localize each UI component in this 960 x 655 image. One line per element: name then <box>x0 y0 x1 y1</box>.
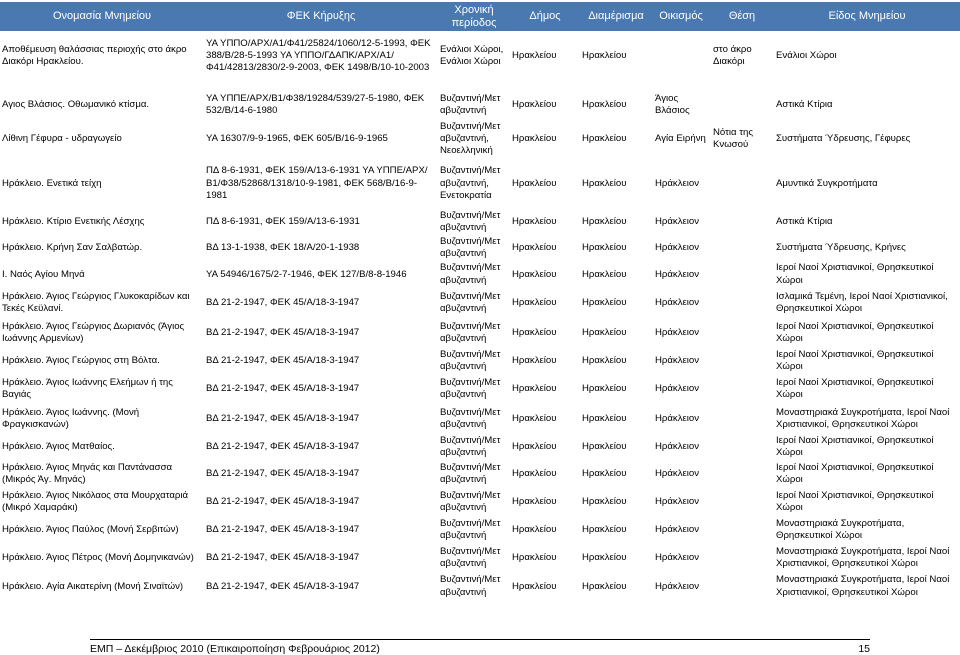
cell-municipality: Ηρακλείου <box>512 441 557 453</box>
cell-municipality: Ηρακλείου <box>512 495 557 507</box>
cell-district: Ηρακλείου <box>582 242 627 254</box>
cell-district: Ηρακλείου <box>582 552 627 564</box>
cell-period: Βυζαντινή/Μετ αβυζαντινή <box>440 262 501 286</box>
cell-district: Ηρακλείου <box>582 495 627 507</box>
cell-monument-name: Αποθέμευση θαλάσσιας περιοχής στο άκρο Διακόρι Ηρακλείου. <box>2 43 187 67</box>
cell-location <box>710 404 774 434</box>
cell-period: Βυζαντινή/Μετ αβυζαντινή <box>440 574 501 598</box>
cell-fek: ΒΔ 21-2-1947, ΦΕΚ 45/Α/18-3-1947 <box>206 552 360 564</box>
footer-text: ΕΜΠ – Δεκέμβριος 2010 (Επικαιροποίηση Φεβρουάριος 2012) <box>90 643 380 655</box>
cell-monument-type: Συστήματα Ύδρευσης, Γέφυρες <box>776 133 911 145</box>
cell-period: Βυζαντινή/Μετ αβυζαντινή <box>440 407 501 431</box>
cell-period: Βυζαντινή/Μετ αβυζαντινή <box>440 92 501 116</box>
cell-district: Ηρακλείου <box>582 580 627 592</box>
header-district: Διαμέρισμα <box>580 2 652 31</box>
cell-monument-type: Ιεροί Ναοί Χριστιανικοί, Θρησκευτικοί Χώροι <box>776 377 934 401</box>
cell-municipality: Ηρακλείου <box>512 296 557 308</box>
cell-district: Ηρακλείου <box>582 133 627 145</box>
cell-location <box>710 374 774 404</box>
cell-settlement: Άγιος Βλάσιος <box>655 92 690 116</box>
cell-period: Βυζαντινή/Μετ αβυζαντινή <box>440 489 501 514</box>
cell-municipality: Ηρακλείου <box>512 177 557 189</box>
cell-fek: ΒΔ 21-2-1947, ΦΕΚ 45/Α/18-3-1947 <box>206 354 360 366</box>
cell-district: Ηρακλείου <box>582 177 627 189</box>
cell-monument-name: Ηράκλειο. Κρήνη Σαν Σαλβατώρ. <box>2 242 143 254</box>
table-row <box>0 120 960 159</box>
cell-location <box>710 461 774 487</box>
cell-district: Ηρακλείου <box>582 215 627 227</box>
table-row <box>0 159 960 209</box>
cell-district: Ηρακλείου <box>582 326 627 338</box>
table-row <box>0 90 960 120</box>
table-row <box>0 31 960 81</box>
header-location: Θέση <box>710 2 774 31</box>
cell-period: Βυζαντινή/Μετ αβυζαντινή <box>440 546 501 570</box>
page-number: 15 <box>858 643 870 655</box>
cell-municipality: Ηρακλείου <box>512 354 557 366</box>
cell-monument-name: Ηράκλειο. Άγιος Γεώργιος Γλυκοκαρίδων και Τεκές Κεϋλανί. <box>2 290 190 314</box>
cell-municipality: Ηρακλείου <box>512 580 557 592</box>
cell-settlement <box>652 31 710 81</box>
cell-monument-type: Αστικά Κτίρια <box>776 98 833 110</box>
cell-settlement: Ηράκλειον <box>655 552 700 564</box>
cell-fek: ΥΑ 16307/9-9-1965, ΦΕΚ 605/Β/16-9-1965 <box>206 133 388 145</box>
cell-monument-name: Ηράκλειο. Ενετικά τείχη <box>2 177 102 189</box>
cell-monument-name: Λίθινη Γέφυρα - υδραγωγείο <box>2 133 122 145</box>
cell-district: Ηρακλείου <box>582 296 627 308</box>
cell-district: Ηρακλείου <box>582 413 627 425</box>
cell-fek: ΒΔ 21-2-1947, ΦΕΚ 45/Α/18-3-1947 <box>206 495 360 507</box>
cell-monument-name: Ηράκλειο. Άγιος Ιωάννης Ελεήμων ή της Βαγιάς <box>2 377 173 401</box>
table-row <box>0 288 960 318</box>
cell-location <box>710 261 774 287</box>
cell-monument-type: Αμυντικά Συγκροτήματα <box>776 177 878 189</box>
cell-municipality: Ηρακλείου <box>512 215 557 227</box>
cell-municipality: Ηρακλείου <box>512 98 557 110</box>
cell-period: Βυζαντινή/Μετ αβυζαντινή <box>440 290 501 314</box>
cell-district: Ηρακλείου <box>582 49 627 61</box>
cell-monument-name: Ηράκλειο. Άγιος Νικόλαος στα Μουρχαταριά (Μικρό Χαμαράκι) <box>2 489 189 514</box>
cell-location: στο άκρο Διακόρι <box>713 43 752 67</box>
cell-settlement: Ηράκλειον <box>655 413 700 425</box>
table-row <box>0 487 960 517</box>
cell-monument-type: Ενάλιοι Χώροι <box>776 49 837 61</box>
cell-fek: ΥΑ ΥΠΠΕ/ΑΡΧ/Β1/Φ38/19284/539/27-5-1980, ΦΕΚ 532/Β/14-6-1980 <box>206 92 425 116</box>
cell-monument-type: Ιεροί Ναοί Χριστιανικοί, Θρησκευτικοί Χώροι <box>776 348 934 373</box>
cell-settlement: Ηράκλειον <box>655 177 700 189</box>
cell-municipality: Ηρακλείου <box>512 326 557 338</box>
cell-location: Νότια της Κνωσού <box>713 127 754 151</box>
header-monument-type: Είδος Μνημείου <box>774 2 960 31</box>
header-settlement: Οικισμός <box>652 2 710 31</box>
cell-period: Βυζαντινή/Μετ αβυζαντινή <box>440 518 501 542</box>
cell-fek: ΒΔ 21-2-1947, ΦΕΚ 45/Α/18-3-1947 <box>206 524 360 536</box>
header-monument-name: Ονομασία Μνημείου <box>0 2 204 31</box>
cell-fek: ΠΔ 8-6-1931, ΦΕΚ 159/Α/13-6-1931 ΥΑ ΥΠΠΕ/ΑΡΧ/Β1/Φ38/52868/1318/10-9-1981, ΦΕΚ 568/Β/16-9-1981 <box>206 165 428 201</box>
cell-monument-name: Ηράκλειο. Κτίριο Ενετικής Λέσχης <box>2 215 145 227</box>
cell-location <box>710 159 774 209</box>
cell-location <box>710 434 774 460</box>
cell-district: Ηρακλείου <box>582 524 627 536</box>
cell-monument-name: Ηράκλειο. Αγία Αικατερίνη (Μονή Σιναϊτών) <box>2 580 184 592</box>
cell-fek: ΠΔ 8-6-1931, ΦΕΚ 159/Α/13-6-1931 <box>206 215 360 227</box>
header-fek: ΦΕΚ Κήρυξης <box>204 2 438 31</box>
cell-settlement: Ηράκλειον <box>655 296 700 308</box>
header-period: Χρονική περίοδος <box>438 2 510 31</box>
cell-district: Ηρακλείου <box>582 268 627 280</box>
cell-district: Ηρακλείου <box>582 383 627 395</box>
cell-municipality: Ηρακλείου <box>512 49 557 61</box>
table-row <box>0 404 960 434</box>
cell-settlement: Ηράκλειον <box>655 441 700 453</box>
cell-municipality: Ηρακλείου <box>512 524 557 536</box>
cell-settlement: Ηράκλειον <box>655 242 700 254</box>
table-row <box>0 261 960 287</box>
cell-period: Βυζαντινή/Μετ αβυζαντινή <box>440 320 501 344</box>
cell-period: Βυζαντινή/Μετ αβυζαντινή <box>440 209 501 233</box>
cell-location <box>710 348 774 374</box>
cell-municipality: Ηρακλείου <box>512 242 557 254</box>
cell-monument-type: Μοναστηριακά Συγκροτήματα, Ιεροί Ναοί Χριστιανικοί, Θρησκευτικοί Χώροι <box>776 546 950 570</box>
cell-monument-name: Ηράκλειο. Άγιος Γεώργιος Δωριανός (Άγιος Ιωάννης Αρμενίων) <box>2 320 185 344</box>
cell-district: Ηρακλείου <box>582 441 627 453</box>
cell-monument-type: Ιεροί Ναοί Χριστιανικοί, Θρησκευτικοί Χώροι <box>776 320 934 344</box>
cell-municipality: Ηρακλείου <box>512 133 557 145</box>
cell-monument-type: Μοναστηριακά Συγκροτήματα, Θρησκευτικοί Χώροι <box>776 518 905 542</box>
cell-period: Βυζαντινή/Μετ αβυζαντινή, Νεοελληνική <box>440 121 501 157</box>
table-row <box>0 348 960 374</box>
cell-monument-name: Αγιος Βλάσιος. Οθωμανικό κτίσμα. <box>2 98 150 110</box>
cell-fek: ΒΔ 21-2-1947, ΦΕΚ 45/Α/18-3-1947 <box>206 441 360 453</box>
cell-municipality: Ηρακλείου <box>512 552 557 564</box>
cell-settlement: Ηράκλειον <box>655 383 700 395</box>
monuments-table <box>0 2 960 600</box>
cell-municipality: Ηρακλείου <box>512 268 557 280</box>
cell-municipality: Ηρακλείου <box>512 467 557 479</box>
table-row <box>0 434 960 460</box>
cell-district: Ηρακλείου <box>582 467 627 479</box>
table-header-row <box>0 2 960 31</box>
cell-monument-type: Αστικά Κτίρια <box>776 215 833 227</box>
cell-monument-name: Ηράκλειο. Άγιος Πέτρος (Μονή Δομηνικανών) <box>2 552 194 564</box>
cell-monument-type: Ιεροί Ναοί Χριστιανικοί, Θρησκευτικοί Χώροι <box>776 262 934 286</box>
cell-municipality: Ηρακλείου <box>512 383 557 395</box>
cell-district: Ηρακλείου <box>582 354 627 366</box>
cell-monument-type: Ιεροί Ναοί Χριστιανικοί, Θρησκευτικοί Χώροι <box>776 461 934 485</box>
cell-location <box>710 517 774 543</box>
cell-monument-type: Ιεροί Ναοί Χριστιανικοί, Θρησκευτικοί Χώροι <box>776 489 934 514</box>
table-row <box>0 235 960 261</box>
cell-location <box>710 573 774 599</box>
cell-monument-type: Συστήματα Ύδρευσης, Κρήνες <box>776 242 906 254</box>
cell-settlement: Ηράκλειον <box>655 268 700 280</box>
cell-monument-name: Ηράκλειο. Άγιος Γεώργιος στη Βόλτα. <box>2 354 160 366</box>
cell-fek: ΒΔ 21-2-1947, ΦΕΚ 45/Α/18-3-1947 <box>206 580 360 592</box>
row-spacer-cell <box>0 81 960 90</box>
cell-fek: ΒΔ 21-2-1947, ΦΕΚ 45/Α/18-3-1947 <box>206 383 360 395</box>
cell-monument-name: Ηράκλειο. Άγιος Μηνάς και Παντάνασσα (Μικρός Άγ. Μηνάς) <box>2 461 173 485</box>
cell-settlement: Αγία Ειρήνη <box>655 133 706 145</box>
cell-fek: ΒΔ 13-1-1938, ΦΕΚ 18/Α/20-1-1938 <box>206 242 360 254</box>
cell-location <box>710 288 774 318</box>
cell-monument-name: Ηράκλειο. Άγιος Ιωάννης. (Μονή Φραγκισκανών) <box>2 407 140 431</box>
cell-monument-type: Μοναστηριακά Συγκροτήματα, Ιεροί Ναοί Χριστιανικοί, Θρησκευτικοί Χώροι <box>776 574 950 598</box>
cell-fek: ΒΔ 21-2-1947, ΦΕΚ 45/Α/18-3-1947 <box>206 467 360 479</box>
table-row <box>0 374 960 404</box>
cell-fek: ΒΔ 21-2-1947, ΦΕΚ 45/Α/18-3-1947 <box>206 296 360 308</box>
cell-period: Ενάλιοι Χώροι, Ενάλιοι Χώροι <box>440 43 504 67</box>
cell-period: Βυζαντινή/Μετ αβυζαντινή, Ενετοκρατία <box>440 165 501 201</box>
cell-monument-type: Ισλαμικά Τεμένη, Ιεροί Ναοί Χριστιανικοί, Θρησκευτικοί Χώροι <box>776 290 948 314</box>
table-row <box>0 318 960 348</box>
cell-location <box>710 543 774 573</box>
cell-monument-type: Ιεροί Ναοί Χριστιανικοί, Θρησκευτικοί Χώροι <box>776 435 934 459</box>
cell-settlement: Ηράκλειον <box>655 354 700 366</box>
cell-period: Βυζαντινή/Μετ αβυζαντινή <box>440 377 501 401</box>
cell-settlement: Ηράκλειον <box>655 326 700 338</box>
cell-location <box>710 90 774 120</box>
cell-settlement: Ηράκλειον <box>655 495 700 507</box>
cell-monument-type: Μοναστηριακά Συγκροτήματα, Ιεροί Ναοί Χριστιανικοί, Θρησκευτικοί Χώροι <box>776 407 950 431</box>
cell-period: Βυζαντινή/Μετ αβυζαντινή <box>440 435 501 459</box>
table-row <box>0 461 960 487</box>
cell-period: Βυζαντινή/Μετ αβυζαντινή <box>440 461 501 485</box>
cell-fek: ΥΑ 54946/1675/2-7-1946, ΦΕΚ 127/Β/8-8-1946 <box>206 268 407 280</box>
cell-period: Βυζαντινή/Μετ αβυζαντινή <box>440 236 501 260</box>
table-row <box>0 517 960 543</box>
cell-municipality: Ηρακλείου <box>512 413 557 425</box>
row-spacer <box>0 81 960 90</box>
cell-location <box>710 235 774 261</box>
page-footer <box>90 639 870 655</box>
cell-settlement: Ηράκλειον <box>655 467 700 479</box>
cell-fek: ΒΔ 21-2-1947, ΦΕΚ 45/Α/18-3-1947 <box>206 413 360 425</box>
cell-settlement: Ηράκλειον <box>655 215 700 227</box>
cell-monument-name: Ηράκλειο. Άγιος Ματθαίος. <box>2 441 115 453</box>
cell-location <box>710 209 774 235</box>
cell-monument-name: Ηράκλειο. Άγιος Παύλος (Μονή Σερβιτών) <box>2 524 179 536</box>
cell-settlement: Ηράκλειον <box>655 580 700 592</box>
cell-location <box>710 318 774 348</box>
cell-location <box>710 487 774 517</box>
table-row <box>0 573 960 599</box>
cell-period: Βυζαντινή/Μετ αβυζαντινή <box>440 348 501 373</box>
table-row <box>0 543 960 573</box>
table-row <box>0 209 960 235</box>
cell-fek: ΒΔ 21-2-1947, ΦΕΚ 45/Α/18-3-1947 <box>206 326 360 338</box>
cell-settlement: Ηράκλειον <box>655 524 700 536</box>
cell-fek: ΥΑ ΥΠΠΟ/ΑΡΧ/Α1/Φ41/25824/1060/12-5-1993, ΦΕΚ 388/Β/28-5-1993 ΥΑ ΥΠΠΟ/ΓΔΑΠΚ/ΑΡΧ/Α1/Φ41/42813/2830/2-9-2003, ΦΕΚ 1498/Β/10-10-2003 <box>206 37 431 74</box>
header-municipality: Δήμος <box>510 2 580 31</box>
cell-district: Ηρακλείου <box>582 98 627 110</box>
cell-monument-name: Ι. Ναός Αγίου Μηνά <box>2 268 85 280</box>
